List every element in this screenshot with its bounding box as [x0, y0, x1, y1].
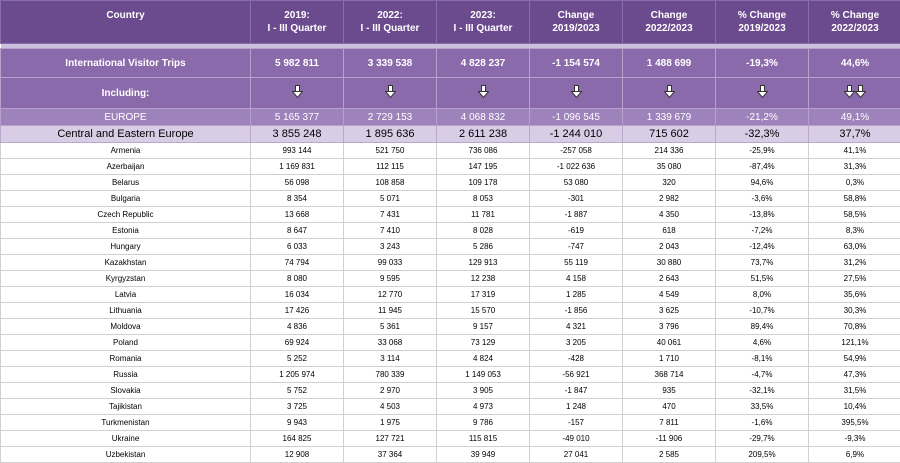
cell-value: -619	[530, 223, 623, 239]
country-name: Estonia	[1, 223, 251, 239]
cell-value: 63,0%	[809, 239, 900, 255]
cell-value: 8 080	[251, 271, 344, 287]
central-eastern-europe-row	[1, 126, 900, 143]
cell-value: 3 855 248	[251, 126, 344, 143]
cell-value: 109 178	[437, 175, 530, 191]
table-row	[1, 351, 900, 367]
cell-value: 58,8%	[809, 191, 900, 207]
table-row	[1, 383, 900, 399]
cell-value: 1 975	[344, 415, 437, 431]
table-row	[1, 175, 900, 191]
cell-value: 58,5%	[809, 207, 900, 223]
down-arrow-icon	[571, 85, 582, 101]
cell-value: 3 625	[623, 303, 716, 319]
cell-value: 2 729 153	[344, 109, 437, 126]
cell-value: 16 034	[251, 287, 344, 303]
table-row	[1, 303, 900, 319]
cell-value: 70,8%	[809, 319, 900, 335]
cell-value: 368 714	[623, 367, 716, 383]
country-name: Latvia	[1, 287, 251, 303]
cell-value: 35 080	[623, 159, 716, 175]
cell-value: 5 361	[344, 319, 437, 335]
column-header: 2022: I - III Quarter	[344, 1, 437, 44]
cell-value: 69 924	[251, 335, 344, 351]
country-name: Bulgaria	[1, 191, 251, 207]
cell-value: 3 114	[344, 351, 437, 367]
down-arrow-icon	[292, 85, 303, 101]
country-name: Czech Republic	[1, 207, 251, 223]
cell-value: -301	[530, 191, 623, 207]
cell-value: 129 913	[437, 255, 530, 271]
cell-value: 8,0%	[716, 287, 809, 303]
table-row	[1, 319, 900, 335]
cell-value: 6,9%	[809, 447, 900, 463]
cell-value: -10,7%	[716, 303, 809, 319]
cell-value: 27 041	[530, 447, 623, 463]
cell-value: 94,6%	[716, 175, 809, 191]
column-header: 2023: I - III Quarter	[437, 1, 530, 44]
cell-value: 11 945	[344, 303, 437, 319]
arrow-cell	[344, 78, 437, 109]
cell-value: 115 815	[437, 431, 530, 447]
table-row	[1, 287, 900, 303]
international-visitor-trips-row	[1, 49, 900, 78]
country-name: Uzbekistan	[1, 447, 251, 463]
cell-value: 2 611 238	[437, 126, 530, 143]
cell-value: 44,6%	[809, 49, 900, 78]
cell-value: 5 286	[437, 239, 530, 255]
cell-value: 147 195	[437, 159, 530, 175]
cell-value: 715 602	[623, 126, 716, 143]
table-row	[1, 223, 900, 239]
cell-value: 2 043	[623, 239, 716, 255]
cell-value: 31,2%	[809, 255, 900, 271]
cell-value: -428	[530, 351, 623, 367]
table-row	[1, 367, 900, 383]
cell-value: 1 488 699	[623, 49, 716, 78]
cell-value: 108 858	[344, 175, 437, 191]
arrow-cell	[530, 78, 623, 109]
cell-value: 31,3%	[809, 159, 900, 175]
cell-value: 993 144	[251, 143, 344, 159]
cell-value: 4 836	[251, 319, 344, 335]
country-name: Ukraine	[1, 431, 251, 447]
country-name: Poland	[1, 335, 251, 351]
cell-value: -1 847	[530, 383, 623, 399]
cell-value: 780 339	[344, 367, 437, 383]
country-name: Belarus	[1, 175, 251, 191]
cell-value: 2 982	[623, 191, 716, 207]
column-header: % Change 2022/2023	[809, 1, 900, 44]
cell-value: 5 071	[344, 191, 437, 207]
cell-value: 3 796	[623, 319, 716, 335]
cell-value: -13,8%	[716, 207, 809, 223]
cell-value: 4 828 237	[437, 49, 530, 78]
row-label: International Visitor Trips	[1, 49, 251, 78]
table-row	[1, 239, 900, 255]
row-label: EUROPE	[1, 109, 251, 126]
cell-value: -1 856	[530, 303, 623, 319]
cell-value: 1 285	[530, 287, 623, 303]
cell-value: 8 053	[437, 191, 530, 207]
country-name: Kazakhstan	[1, 255, 251, 271]
cell-value: 618	[623, 223, 716, 239]
cell-value: 2 585	[623, 447, 716, 463]
country-name: Tajikistan	[1, 399, 251, 415]
cell-value: 4 321	[530, 319, 623, 335]
cell-value: -21,2%	[716, 109, 809, 126]
cell-value: -32,1%	[716, 383, 809, 399]
cell-value: 7 410	[344, 223, 437, 239]
cell-value: 8 647	[251, 223, 344, 239]
country-name: Lithuania	[1, 303, 251, 319]
cell-value: 1 149 053	[437, 367, 530, 383]
cell-value: -7,2%	[716, 223, 809, 239]
cell-value: 4 068 832	[437, 109, 530, 126]
cell-value: 33,5%	[716, 399, 809, 415]
column-header: % Change 2019/2023	[716, 1, 809, 44]
down-arrow-icon	[757, 85, 768, 101]
cell-value: 3 725	[251, 399, 344, 415]
down-arrow-icon	[478, 85, 489, 101]
cell-value: -1 096 545	[530, 109, 623, 126]
cell-value: 1 205 974	[251, 367, 344, 383]
cell-value: 55 119	[530, 255, 623, 271]
cell-value: 9 786	[437, 415, 530, 431]
cell-value: 99 033	[344, 255, 437, 271]
including-label: Including:	[1, 78, 251, 109]
table-row	[1, 271, 900, 287]
cell-value: -56 921	[530, 367, 623, 383]
cell-value: -29,7%	[716, 431, 809, 447]
cell-value: -1 244 010	[530, 126, 623, 143]
cell-value: 37,7%	[809, 126, 900, 143]
cell-value: 54,9%	[809, 351, 900, 367]
cell-value: 8 354	[251, 191, 344, 207]
cell-value: -8,1%	[716, 351, 809, 367]
cell-value: 320	[623, 175, 716, 191]
cell-value: 7 811	[623, 415, 716, 431]
cell-value: 164 825	[251, 431, 344, 447]
table-row	[1, 399, 900, 415]
cell-value: 5 982 811	[251, 49, 344, 78]
cell-value: 39 949	[437, 447, 530, 463]
including-row	[1, 78, 900, 109]
cell-value: 2 970	[344, 383, 437, 399]
cell-value: 3 205	[530, 335, 623, 351]
cell-value: 209,5%	[716, 447, 809, 463]
cell-value: -1 022 636	[530, 159, 623, 175]
table-row	[1, 447, 900, 463]
cell-value: 5 752	[251, 383, 344, 399]
cell-value: 4 824	[437, 351, 530, 367]
cell-value: -257 058	[530, 143, 623, 159]
cell-value: 12 908	[251, 447, 344, 463]
cell-value: 73 129	[437, 335, 530, 351]
cell-value: 121,1%	[809, 335, 900, 351]
cell-value: -49 010	[530, 431, 623, 447]
cell-value: 127 721	[344, 431, 437, 447]
table-row	[1, 335, 900, 351]
table-row	[1, 415, 900, 431]
cell-value: 2 643	[623, 271, 716, 287]
cell-value: -11 906	[623, 431, 716, 447]
cell-value: 3 905	[437, 383, 530, 399]
arrow-cell	[809, 78, 900, 109]
cell-value: -157	[530, 415, 623, 431]
table-row	[1, 191, 900, 207]
down-arrow-icon	[664, 85, 675, 101]
cell-value: 73,7%	[716, 255, 809, 271]
country-name: Russia	[1, 367, 251, 383]
column-header: Change 2022/2023	[623, 1, 716, 44]
down-arrow-icon	[385, 85, 396, 101]
cell-value: 53 080	[530, 175, 623, 191]
country-name: Turkmenistan	[1, 415, 251, 431]
cell-value: 31,5%	[809, 383, 900, 399]
cell-value: 37 364	[344, 447, 437, 463]
cell-value: 1 339 679	[623, 109, 716, 126]
cell-value: 9 943	[251, 415, 344, 431]
cell-value: 4 158	[530, 271, 623, 287]
cell-value: 35,6%	[809, 287, 900, 303]
cell-value: 33 068	[344, 335, 437, 351]
cell-value: 51,5%	[716, 271, 809, 287]
cell-value: -1,6%	[716, 415, 809, 431]
cell-value: 5 165 377	[251, 109, 344, 126]
arrow-cell	[437, 78, 530, 109]
country-name: Romania	[1, 351, 251, 367]
country-name: Armenia	[1, 143, 251, 159]
country-name: Hungary	[1, 239, 251, 255]
cell-value: 1 895 636	[344, 126, 437, 143]
cell-value: -87,4%	[716, 159, 809, 175]
cell-value: 40 061	[623, 335, 716, 351]
cell-value: -1 154 574	[530, 49, 623, 78]
column-header: Change 2019/2023	[530, 1, 623, 44]
europe-row	[1, 109, 900, 126]
cell-value: -32,3%	[716, 126, 809, 143]
cell-value: 49,1%	[809, 109, 900, 126]
cell-value: 8,3%	[809, 223, 900, 239]
cell-value: 30 880	[623, 255, 716, 271]
cell-value: -9,3%	[809, 431, 900, 447]
cell-value: -25,9%	[716, 143, 809, 159]
cell-value: 74 794	[251, 255, 344, 271]
cell-value: 89,4%	[716, 319, 809, 335]
cell-value: 112 115	[344, 159, 437, 175]
cell-value: 935	[623, 383, 716, 399]
cell-value: 4 350	[623, 207, 716, 223]
cell-value: 6 033	[251, 239, 344, 255]
country-name: Kyrgyzstan	[1, 271, 251, 287]
cell-value: 0,3%	[809, 175, 900, 191]
cell-value: 30,3%	[809, 303, 900, 319]
cell-value: 1 169 831	[251, 159, 344, 175]
cell-value: 27,5%	[809, 271, 900, 287]
cell-value: 4 549	[623, 287, 716, 303]
cell-value: 15 570	[437, 303, 530, 319]
cell-value: 7 431	[344, 207, 437, 223]
table-row	[1, 207, 900, 223]
cell-value: -4,7%	[716, 367, 809, 383]
country-name: Moldova	[1, 319, 251, 335]
cell-value: 56 098	[251, 175, 344, 191]
cell-value: 395,5%	[809, 415, 900, 431]
cell-value: 47,3%	[809, 367, 900, 383]
arrow-cell	[623, 78, 716, 109]
cell-value: 13 668	[251, 207, 344, 223]
cell-value: 3 339 538	[344, 49, 437, 78]
cell-value: -747	[530, 239, 623, 255]
cell-value: 17 319	[437, 287, 530, 303]
cell-value: -1 887	[530, 207, 623, 223]
country-name: Slovakia	[1, 383, 251, 399]
arrow-cell	[716, 78, 809, 109]
cell-value: 3 243	[344, 239, 437, 255]
cell-value: 5 252	[251, 351, 344, 367]
cell-value: -3,6%	[716, 191, 809, 207]
cell-value: 4 973	[437, 399, 530, 415]
cell-value: 9 157	[437, 319, 530, 335]
column-header: 2019: I - III Quarter	[251, 1, 344, 44]
cell-value: 41,1%	[809, 143, 900, 159]
cell-value: 9 595	[344, 271, 437, 287]
table-row	[1, 143, 900, 159]
down-arrow-icon	[844, 85, 866, 98]
cell-value: 12 238	[437, 271, 530, 287]
table-row	[1, 255, 900, 271]
table-row	[1, 159, 900, 175]
cell-value: 8 028	[437, 223, 530, 239]
cell-value: -19,3%	[716, 49, 809, 78]
cell-value: 4 503	[344, 399, 437, 415]
cell-value: 10,4%	[809, 399, 900, 415]
column-header-country: Country	[1, 1, 251, 44]
cell-value: 736 086	[437, 143, 530, 159]
cell-value: 1 248	[530, 399, 623, 415]
cell-value: 214 336	[623, 143, 716, 159]
cell-value: 4,6%	[716, 335, 809, 351]
cell-value: 521 750	[344, 143, 437, 159]
country-name: Azerbaijan	[1, 159, 251, 175]
cell-value: 12 770	[344, 287, 437, 303]
cell-value: 11 781	[437, 207, 530, 223]
cell-value: -12,4%	[716, 239, 809, 255]
cell-value: 1 710	[623, 351, 716, 367]
cell-value: 17 426	[251, 303, 344, 319]
row-label: Central and Eastern Europe	[1, 126, 251, 143]
arrow-cell	[251, 78, 344, 109]
cell-value: 470	[623, 399, 716, 415]
header-row	[1, 1, 900, 44]
